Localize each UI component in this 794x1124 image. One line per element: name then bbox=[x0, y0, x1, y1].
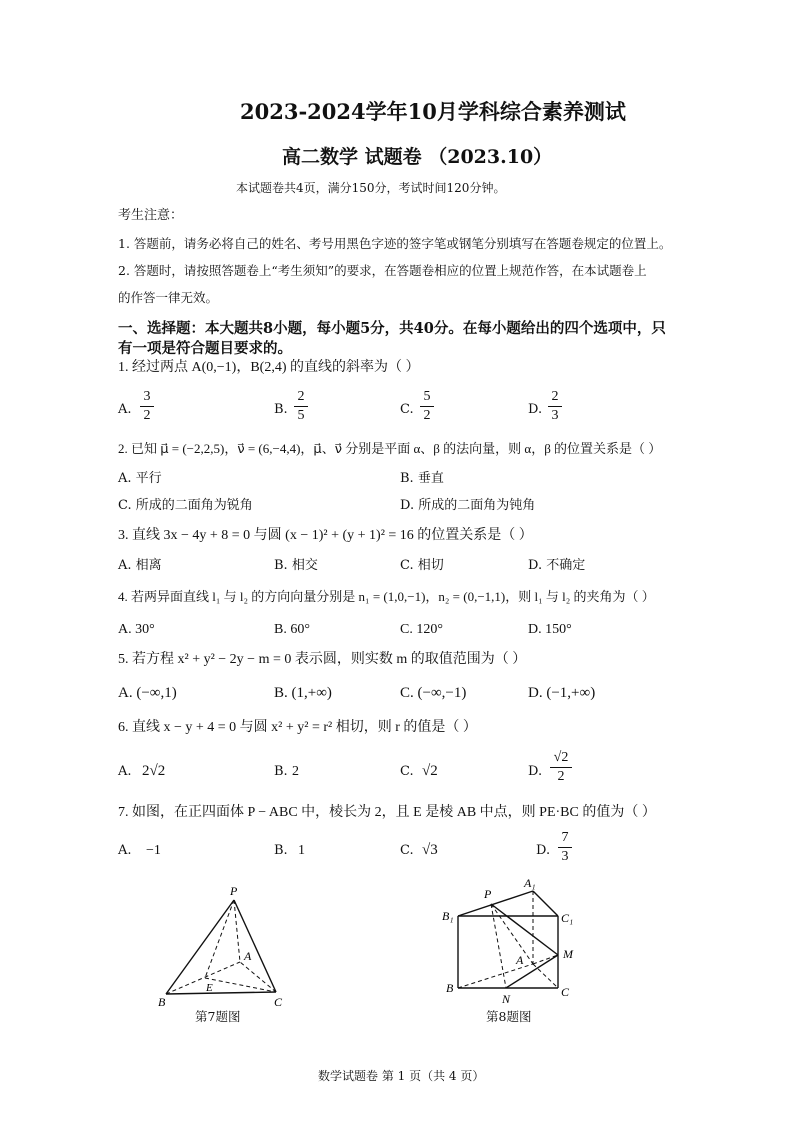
q1-option-b-fraction: 2 5 bbox=[294, 389, 308, 424]
fig7-label-a: A bbox=[244, 949, 252, 963]
q5-option-b: B. (1,+∞) bbox=[274, 685, 332, 701]
fig8-label-c1: C₁ bbox=[561, 911, 574, 925]
q5-option-c: C. (−∞,−1) bbox=[400, 685, 467, 701]
fig7-label-e: E bbox=[206, 982, 213, 994]
q6-option-b-label: B. bbox=[274, 764, 288, 779]
q7-option-a-label: A. bbox=[118, 843, 132, 858]
q4-option-a: A. 30° bbox=[118, 622, 155, 637]
fig7-label-p: P bbox=[230, 884, 238, 898]
q5-option-d: D. (−1,+∞) bbox=[528, 685, 596, 701]
q7-option-d-fraction: 7 3 bbox=[558, 830, 572, 865]
q4-option-c: C. 120° bbox=[400, 622, 443, 637]
q6-option-a-label: A. bbox=[118, 764, 132, 779]
fig7-label-b: B bbox=[158, 995, 166, 1009]
q3-option-b: B. 相交 bbox=[274, 558, 318, 573]
fig8-label-b: B bbox=[446, 981, 454, 995]
notice-item-2-cont: 的作答一律无效。 bbox=[118, 290, 219, 305]
question-2-stem: 2. 已知 μ⃗ = (−2,2,5)，ν⃗ = (6,−4,4)，μ⃗、ν⃗ 分别是平面 α、β 的法向量，则 α，β 的位置关系是（ ） bbox=[118, 441, 662, 456]
q5-option-a: A. (−∞,1) bbox=[118, 685, 177, 701]
q6-option-c-label: C. bbox=[400, 764, 414, 779]
figure-7-tetrahedron bbox=[150, 880, 300, 1010]
question-4-stem: 4. 若两异面直线 l₁ 与 l₂ 的方向向量分别是 n₁ = (1,0,−1)，n₂ = (0,−1,1)，则 l₁ 与 l₂ 的夹角为（ ） bbox=[118, 589, 655, 604]
section-heading: 一、选择题：本大题共8小题，每小题5分，共40分。在每小题给出的四个选项中，只 bbox=[118, 320, 666, 337]
q3-option-a: A. 相离 bbox=[118, 558, 162, 573]
q2-option-c: C. 所成的二面角为锐角 bbox=[118, 498, 253, 513]
q7-option-c-label: C. bbox=[400, 843, 414, 858]
q6-option-d-fraction: √2 2 bbox=[550, 750, 572, 785]
q7-option-a-value: −1 bbox=[146, 843, 161, 858]
exam-subtitle: 高二数学 试题卷 （2023.10） bbox=[282, 146, 553, 168]
question-3-stem: 3. 直线 3x − 4y + 8 = 0 与圆 (x − 1)² + (y + 1)² = 16 的位置关系是（ ） bbox=[118, 528, 533, 543]
page-footer: 数学试题卷 第 1 页（共 4 页） bbox=[318, 1069, 485, 1083]
fig8-label-n: N bbox=[502, 992, 511, 1006]
q6-option-d-label: D. bbox=[528, 764, 543, 779]
q7-option-c-value: √3 bbox=[422, 842, 438, 858]
q2-option-b: B. 垂直 bbox=[400, 471, 444, 486]
fig8-label-p: P bbox=[484, 887, 492, 901]
q6-option-a-value: 2√2 bbox=[142, 763, 166, 779]
q1-option-b-label: B. bbox=[274, 402, 288, 417]
q4-option-d: D. 150° bbox=[528, 622, 572, 637]
q6-option-b-value: 2 bbox=[292, 764, 299, 779]
q2-option-a: A. 平行 bbox=[118, 471, 162, 486]
question-1-stem: 1. 经过两点 A(0,−1)，B(2,4) 的直线的斜率为（ ） bbox=[118, 360, 420, 375]
q3-option-c: C. 相切 bbox=[400, 558, 444, 573]
q1-option-d-fraction: 2 3 bbox=[548, 389, 562, 424]
figure-8-caption: 第8题图 bbox=[486, 1009, 532, 1024]
question-6-stem: 6. 直线 x − y + 4 = 0 与圆 x² + y² = r² 相切，则 r 的值是（ ） bbox=[118, 720, 477, 735]
question-5-stem: 5. 若方程 x² + y² − 2y − m = 0 表示圆，则实数 m 的取值范围为（ ） bbox=[118, 652, 527, 667]
notice-item-2: 2. 答题时，请按照答题卷上“考生须知”的要求，在答题卷相应的位置上规范作答，在本试题卷上 bbox=[118, 263, 647, 278]
fig7-label-c: C bbox=[274, 995, 283, 1009]
q7-option-b-label: B. bbox=[274, 843, 288, 858]
section-heading-cont: 有一项是符合题目要求的。 bbox=[118, 340, 292, 357]
fig8-label-a1: A₁ bbox=[524, 876, 536, 890]
q3-option-d: D. 不确定 bbox=[528, 558, 586, 573]
fig8-label-a: A bbox=[516, 953, 524, 967]
q1-option-a-fraction: 3 2 bbox=[140, 389, 154, 424]
q7-option-d-label: D. bbox=[536, 843, 551, 858]
q1-option-c-label: C. bbox=[400, 402, 414, 417]
fig8-label-c: C bbox=[561, 985, 570, 999]
notice-item-1: 1. 答题前，请务必将自己的姓名、考号用黑色字迹的签字笔或钢笔分别填写在答题卷规定的位置上。 bbox=[118, 236, 672, 251]
fig8-label-b1: B₁ bbox=[442, 909, 454, 923]
q4-option-b: B. 60° bbox=[274, 622, 310, 637]
q1-option-d-label: D. bbox=[528, 402, 543, 417]
figure-7-caption: 第7题图 bbox=[195, 1009, 241, 1024]
q6-option-c-value: √2 bbox=[422, 763, 438, 779]
notice-heading: 考生注意： bbox=[118, 208, 184, 223]
q1-option-a-label: A. bbox=[118, 402, 132, 417]
q7-option-b-value: 1 bbox=[298, 843, 305, 858]
q1-option-c-fraction: 5 2 bbox=[420, 389, 434, 424]
figure-8-prism bbox=[436, 876, 586, 1008]
q2-option-d: D. 所成的二面角为钝角 bbox=[400, 498, 536, 513]
exam-info: 本试题卷共4页，满分150分，考试时间120分钟。 bbox=[236, 181, 506, 195]
fig8-label-m: M bbox=[563, 947, 573, 961]
question-7-stem: 7. 如图，在正四面体 P − ABC 中，棱长为 2，且 E 是棱 AB 中点，则 PE·BC 的值为（ ） bbox=[118, 805, 656, 820]
exam-title: 2023-2024学年10月学科综合素养测试 bbox=[240, 99, 626, 124]
